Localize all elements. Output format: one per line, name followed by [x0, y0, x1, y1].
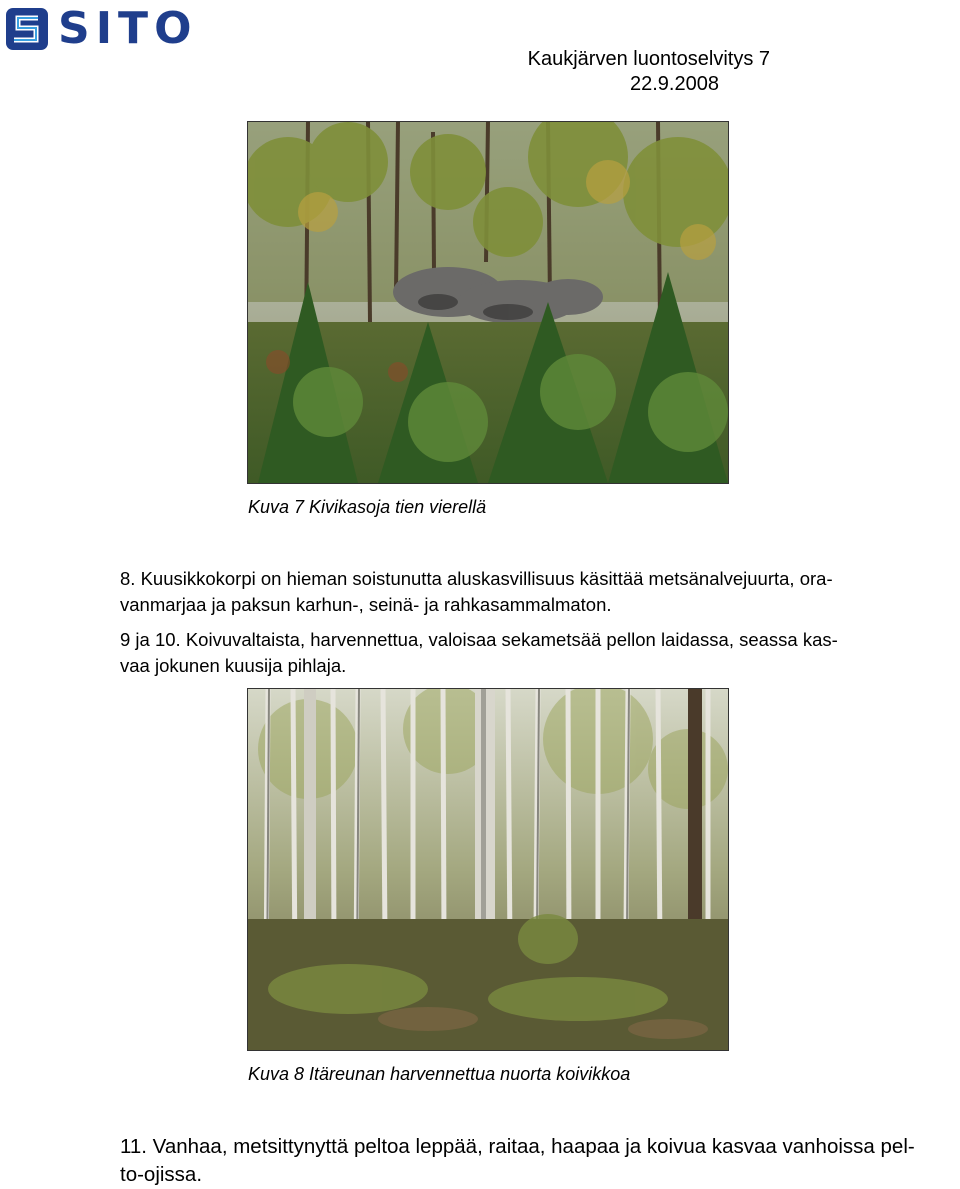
logo-text: SITO	[58, 3, 198, 54]
document-date: 22.9.2008	[630, 73, 719, 95]
paragraph-9-10	[120, 627, 950, 679]
photo-birch-forest	[247, 688, 729, 1051]
paragraph-line: 9 ja 10. Koivuvaltaista, harvennettua, valoisaa sekametsää pellon laidassa, seassa kas-	[120, 629, 838, 650]
figure-caption-7: Kuva 7 Kivikasoja tien vierellä	[248, 497, 487, 517]
paragraph-line: 11. Vanhaa, metsittynyttä peltoa leppää, raitaa, haapaa ja koivua kasvaa vanhoissa pel-	[120, 1135, 915, 1158]
paragraph-11	[120, 1133, 950, 1189]
paragraph-line: to-ojissa.	[120, 1163, 203, 1186]
photo-rock-piles	[247, 121, 729, 484]
figure-caption-8: Kuva 8 Itäreunan harvennettua nuorta koivikkoa	[248, 1064, 631, 1084]
paragraph-line: vaa jokunen kuusija pihlaja.	[120, 655, 347, 676]
paragraph-8	[120, 566, 950, 618]
paragraph-line: 8. Kuusikkokorpi on hieman soistunutta aluskasvillisuus käsittää metsänalvejuurta, ora-	[120, 568, 833, 589]
sito-logo-icon	[4, 6, 50, 52]
paragraph-line: vanmarjaa ja paksun karhun-, seinä- ja rahkasammalmaton.	[120, 594, 612, 615]
document-title: Kaukjärven luontoselvitys 7	[527, 48, 770, 70]
sito-logo	[4, 4, 197, 54]
